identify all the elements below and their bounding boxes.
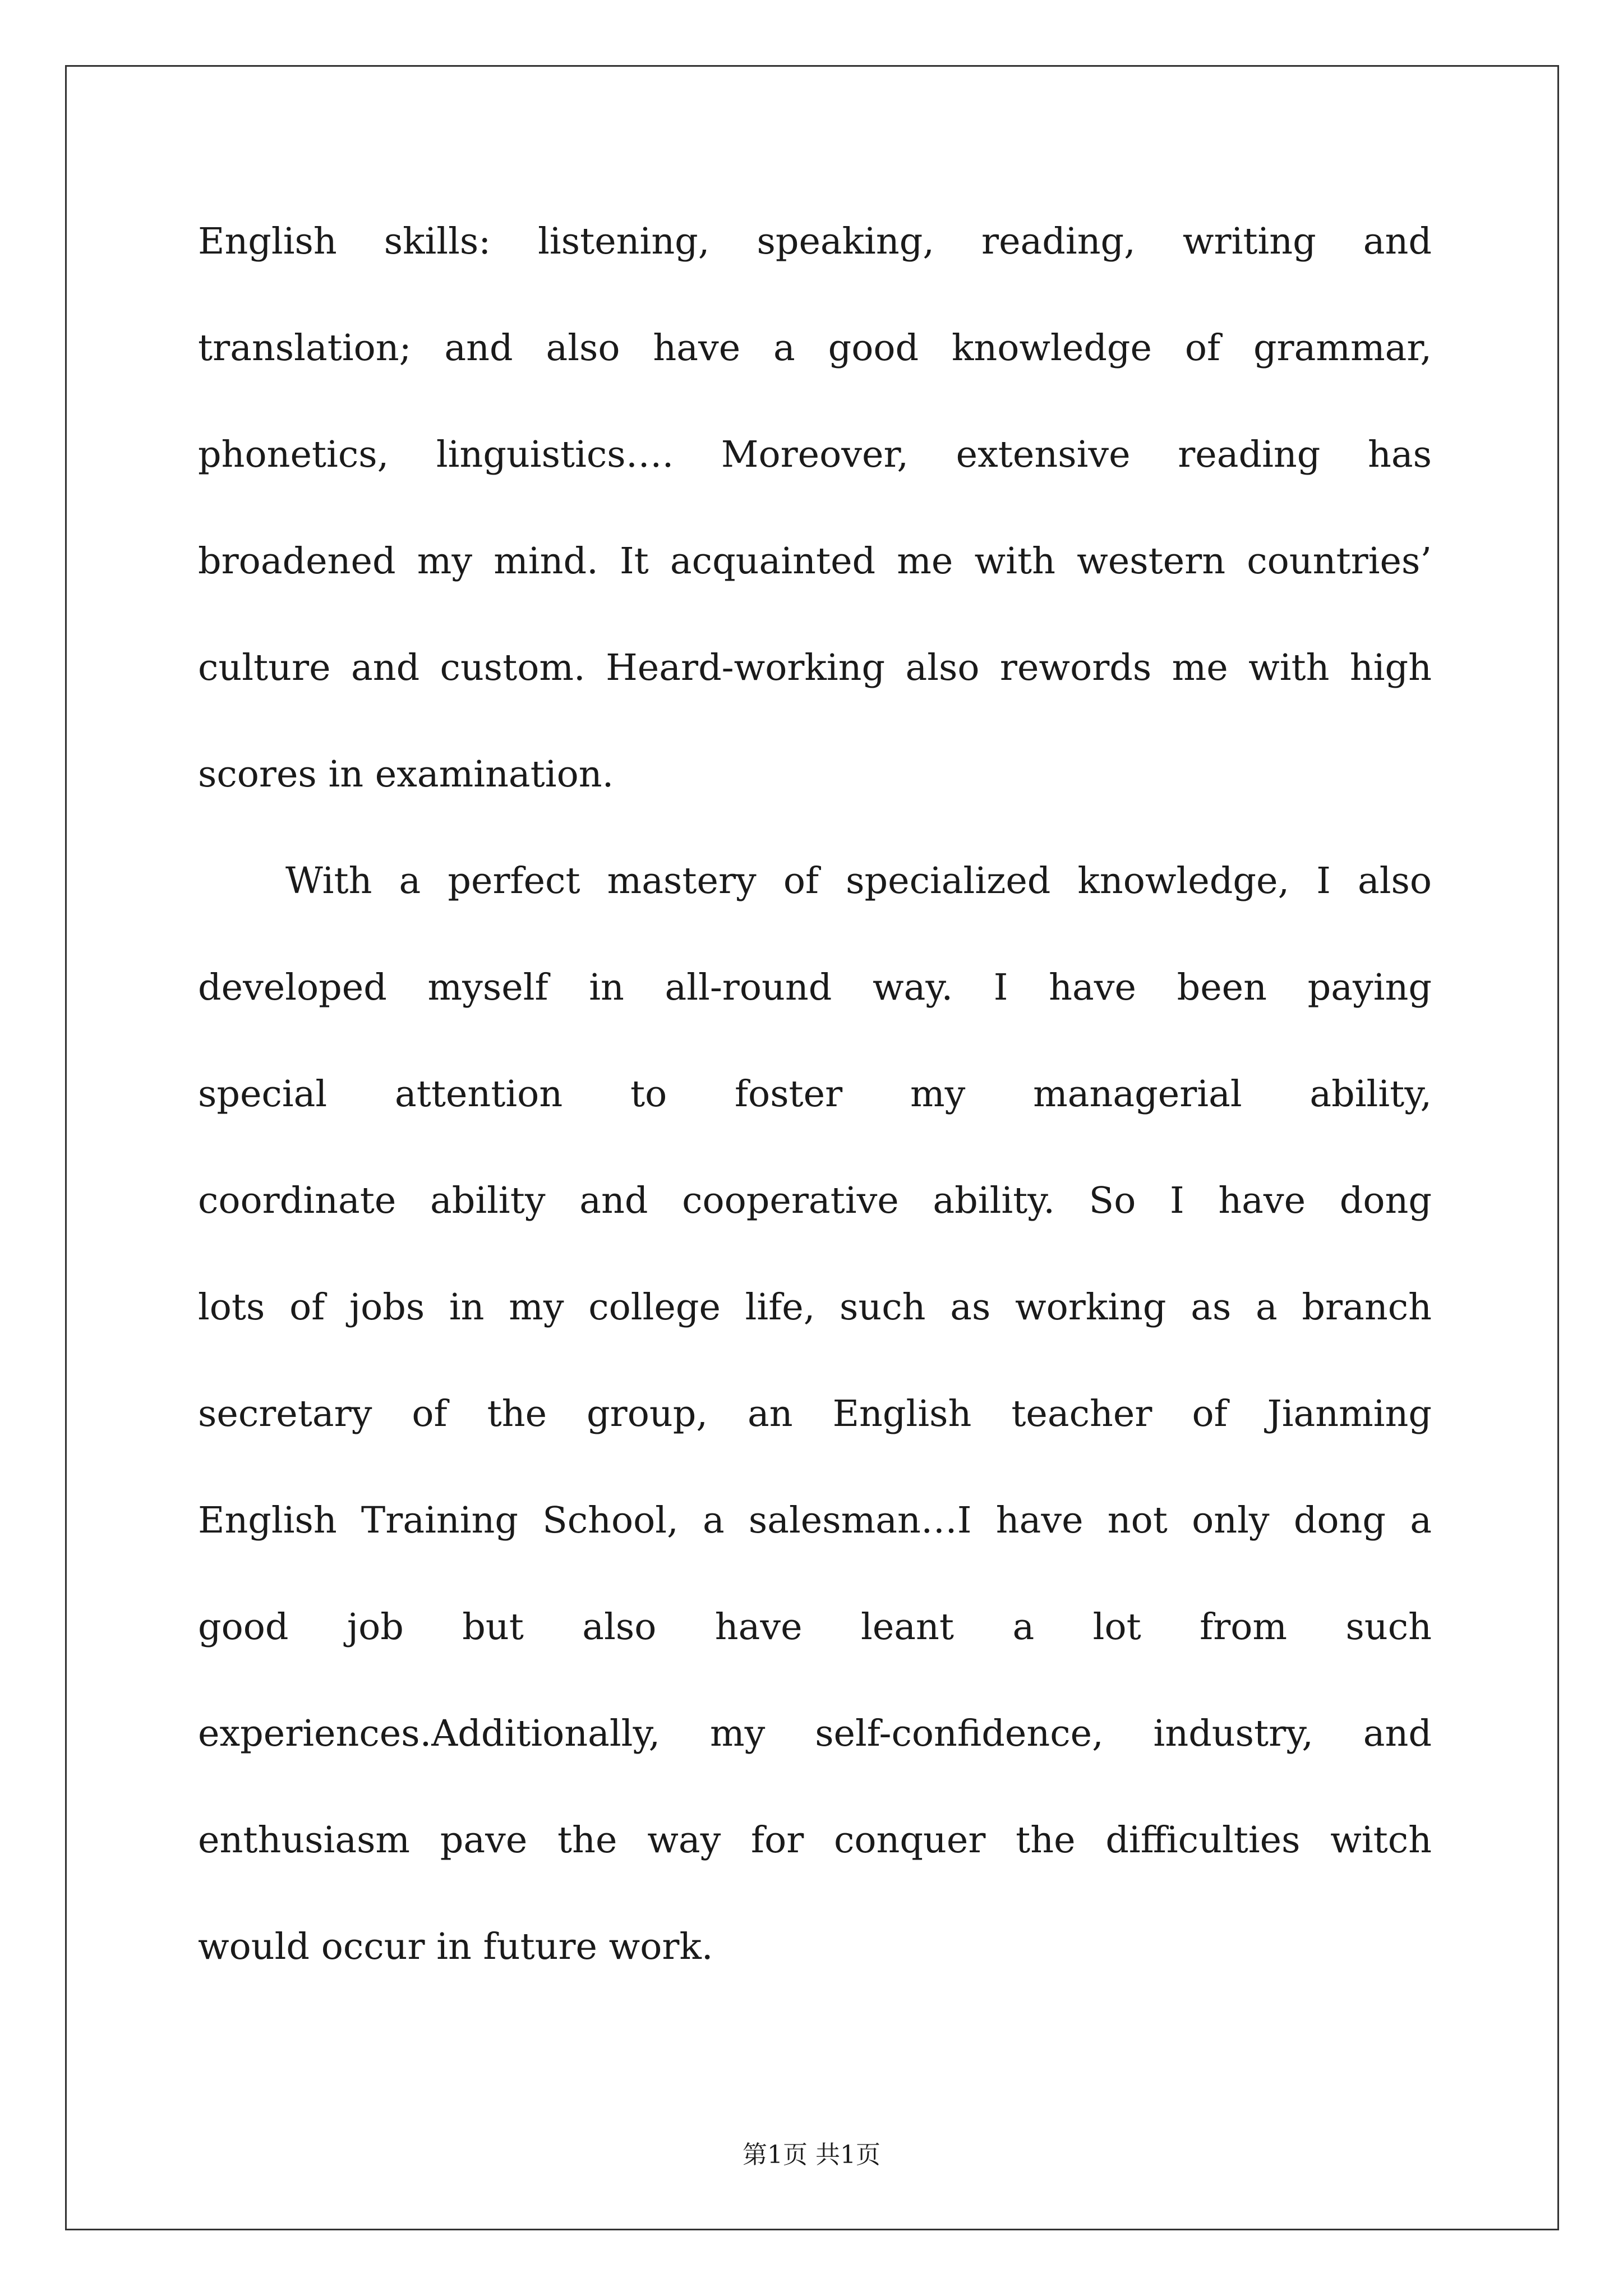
text-line-paragraph-start: With a perfect mastery of specialized knowledge, I also <box>285 860 1432 902</box>
text-line: translation; and also have a good knowledge of grammar, <box>198 327 1432 369</box>
text-line: lots of jobs in my college life, such as working as a branch <box>198 1286 1432 1328</box>
text-line: experiences.Additionally, my self-confidence, industry, and <box>198 1713 1432 1755</box>
text-line: phonetics, linguistics…. Moreover, extensive reading has <box>198 434 1432 476</box>
text-line: coordinate ability and cooperative ability. So I have dong <box>198 1180 1432 1222</box>
text-line: scores in examination. <box>198 753 614 795</box>
text-line: would occur in future work. <box>198 1926 713 1968</box>
text-line: enthusiasm pave the way for conquer the difficulties witch <box>198 1819 1432 1861</box>
text-line: secretary of the group, an English teacher of Jianming <box>198 1393 1432 1435</box>
text-line: good job but also have leant a lot from such <box>198 1606 1432 1648</box>
page-number-footer: 第1页 共1页 <box>743 2141 880 2169</box>
text-line: developed myself in all-round way. I have been paying <box>198 967 1432 1009</box>
text-line: English skills: listening, speaking, reading, writing and <box>198 220 1432 263</box>
document-body <box>198 220 1432 2035</box>
text-line: special attention to foster my managerial ability, <box>198 1073 1432 1115</box>
text-line: broadened my mind. It acquainted me with western countries’ <box>198 540 1432 582</box>
text-line: English Training School, a salesman…I have not only dong a <box>198 1499 1432 1542</box>
text-line: culture and custom. Heard-working also rewords me with high <box>198 647 1432 689</box>
